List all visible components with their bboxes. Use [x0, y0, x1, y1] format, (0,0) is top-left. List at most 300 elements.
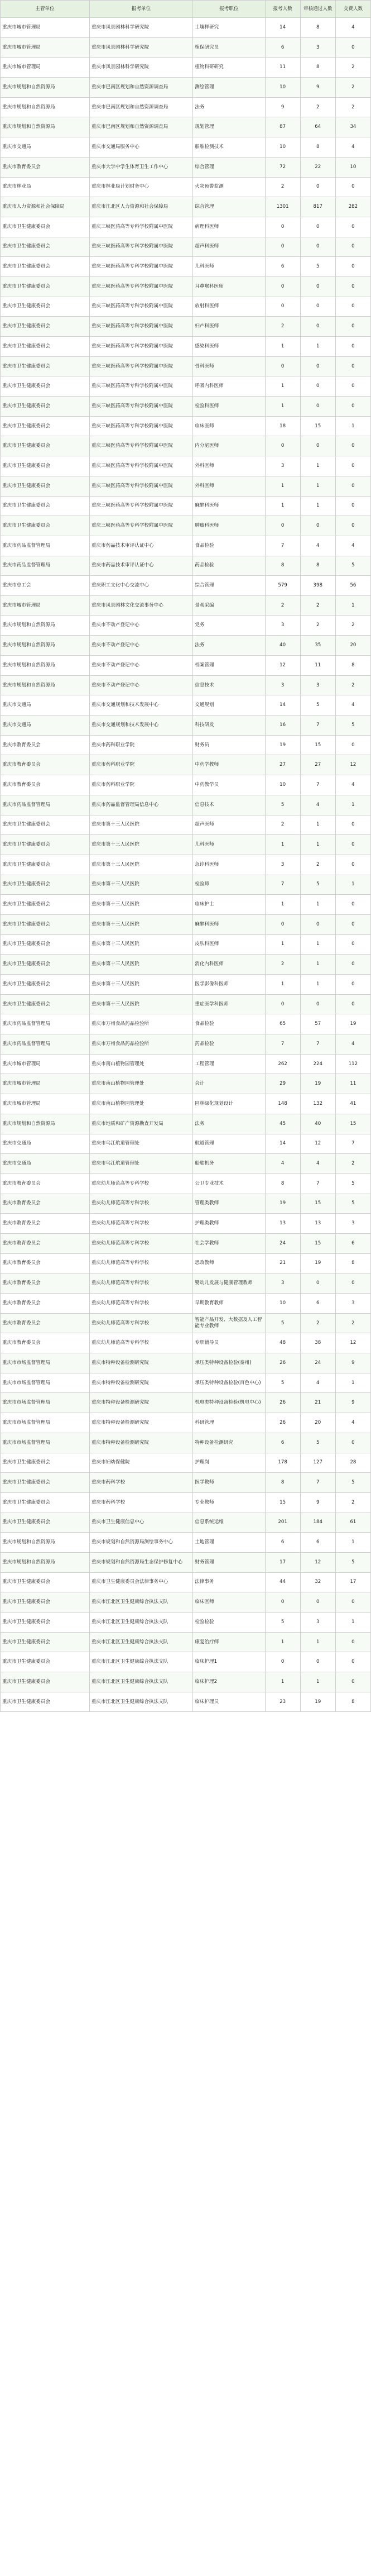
table-row	[1, 1173, 371, 1194]
cell-competent-unit: 重庆市教育委员会	[1, 775, 90, 795]
cell-approved: 1	[300, 496, 335, 516]
cell-applied-unit: 重庆三峡医药高等专科学校附属中医院	[89, 237, 192, 257]
cell-position: 内分泌医师	[193, 436, 265, 456]
cell-approved: 0	[300, 276, 335, 297]
table-row	[1, 1194, 371, 1214]
cell-paid: 56	[335, 576, 370, 596]
cell-approved: 9	[300, 78, 335, 98]
table-row	[1, 1652, 371, 1672]
table-row	[1, 97, 371, 117]
cell-applicants: 8	[265, 1473, 300, 1493]
cell-approved: 0	[300, 1652, 335, 1672]
cell-applied-unit: 重庆市药品技术审评认证中心	[89, 536, 192, 556]
cell-applied-unit: 重庆市江北区卫生健康综合执法支队	[89, 1672, 192, 1692]
cell-competent-unit: 重庆市卫生健康委员会	[1, 257, 90, 277]
cell-applied-unit: 重庆三峡医药高等专科学校附属中医院	[89, 257, 192, 277]
cell-applicants: 6	[265, 1533, 300, 1553]
cell-applicants: 0	[265, 1652, 300, 1672]
cell-applicants: 12	[265, 656, 300, 676]
cell-position: 信息技术	[193, 795, 265, 815]
table-row	[1, 337, 371, 357]
cell-applicants: 7	[265, 875, 300, 895]
table-row	[1, 1672, 371, 1692]
cell-applied-unit: 重庆三峡医药高等专科学校附属中医院	[89, 476, 192, 496]
cell-applied-unit: 重庆幼儿师范高等专科学校	[89, 1233, 192, 1253]
cell-competent-unit: 重庆市卫生健康委员会	[1, 955, 90, 975]
cell-approved: 1	[300, 456, 335, 476]
cell-position: 麻醉科医师	[193, 914, 265, 934]
cell-applicants: 0	[265, 217, 300, 237]
cell-position: 交通规划	[193, 695, 265, 715]
cell-paid: 0	[335, 257, 370, 277]
cell-approved: 32	[300, 1572, 335, 1592]
cell-applied-unit: 重庆市第十三人民医院	[89, 875, 192, 895]
cell-applicants: 1	[265, 496, 300, 516]
cell-approved: 19	[300, 1692, 335, 1712]
table-row	[1, 1453, 371, 1473]
cell-paid: 19	[335, 1014, 370, 1034]
cell-applicants: 44	[265, 1572, 300, 1592]
cell-competent-unit: 重庆市教育委员会	[1, 755, 90, 775]
cell-competent-unit: 重庆市教育委员会	[1, 1273, 90, 1294]
cell-position: 超声科医师	[193, 237, 265, 257]
cell-applied-unit: 重庆市第十三人民医院	[89, 955, 192, 975]
cell-position: 财务管理	[193, 1552, 265, 1572]
table-row	[1, 1154, 371, 1174]
cell-applied-unit: 重庆市万州食品药品检验所	[89, 1034, 192, 1055]
cell-paid: 0	[335, 297, 370, 317]
cell-position: 土壤样研究	[193, 18, 265, 38]
cell-position: 财务员	[193, 735, 265, 755]
cell-applied-unit: 重庆三峡医药高等专科学校附属中医院	[89, 376, 192, 397]
cell-applied-unit: 重庆市林业局计划财务中心	[89, 177, 192, 197]
cell-applied-unit: 重庆市风景园林文化交流事务中心	[89, 595, 192, 616]
table-row	[1, 975, 371, 995]
cell-approved: 1	[300, 975, 335, 995]
cell-applied-unit: 重庆市江北区卫生健康综合执法支队	[89, 1652, 192, 1672]
cell-applicants: 14	[265, 695, 300, 715]
cell-paid: 61	[335, 1513, 370, 1533]
cell-applicants: 2	[265, 815, 300, 835]
cell-paid: 5	[335, 1173, 370, 1194]
cell-applicants: 5	[265, 1313, 300, 1333]
table-row	[1, 934, 371, 955]
cell-applicants: 9	[265, 97, 300, 117]
cell-position: 临床医师	[193, 1592, 265, 1613]
cell-paid: 0	[335, 955, 370, 975]
cell-paid: 5	[335, 556, 370, 576]
cell-applied-unit: 重庆三峡医药高等专科学校附属中医院	[89, 496, 192, 516]
cell-applied-unit: 重庆市药品监督管理局信息中心	[89, 795, 192, 815]
cell-paid: 0	[335, 356, 370, 376]
cell-applicants: 19	[265, 735, 300, 755]
cell-applied-unit: 重庆三峡医药高等专科学校附属中医院	[89, 397, 192, 417]
cell-position: 外科医师	[193, 476, 265, 496]
cell-applied-unit: 重庆三峡医药高等专科学校附属中医院	[89, 436, 192, 456]
cell-position: 船舶检测技术	[193, 137, 265, 158]
cell-position: 综合管理	[193, 576, 265, 596]
cell-applicants: 3	[265, 456, 300, 476]
cell-applicants: 10	[265, 775, 300, 795]
cell-paid: 1	[335, 1373, 370, 1393]
cell-paid: 0	[335, 177, 370, 197]
table-row	[1, 1473, 371, 1493]
cell-applied-unit: 重庆市规划和自然资源局测绘事务中心	[89, 1533, 192, 1553]
cell-approved: 6	[300, 1294, 335, 1314]
cell-competent-unit: 重庆市教育委员会	[1, 1313, 90, 1333]
cell-applied-unit: 重庆市药科学校	[89, 1473, 192, 1493]
cell-applicants: 8	[265, 1173, 300, 1194]
cell-applicants: 11	[265, 58, 300, 78]
cell-approved: 1	[300, 895, 335, 915]
cell-applied-unit: 重庆三峡医药高等专科学校附属中医院	[89, 416, 192, 436]
cell-competent-unit: 重庆市教育委员会	[1, 1253, 90, 1273]
cell-applicants: 2	[265, 955, 300, 975]
cell-applicants: 579	[265, 576, 300, 596]
cell-applicants: 2	[265, 595, 300, 616]
cell-approved: 8	[300, 556, 335, 576]
cell-position: 公卫专业技术	[193, 1173, 265, 1194]
cell-applied-unit: 重庆市特种设备检测研究院	[89, 1433, 192, 1453]
table-row	[1, 1034, 371, 1055]
header-cell-position: 报考职位	[193, 1, 265, 18]
cell-applicants: 0	[265, 516, 300, 536]
cell-applied-unit: 重庆市特种设备检测研究院	[89, 1393, 192, 1413]
cell-paid: 1	[335, 416, 370, 436]
cell-competent-unit: 重庆市药品监督管理局	[1, 1034, 90, 1055]
cell-position: 档案管理	[193, 656, 265, 676]
cell-applied-unit: 重庆市南山植物园管理处	[89, 1094, 192, 1114]
table-row	[1, 1094, 371, 1114]
cell-position: 工程管理	[193, 1054, 265, 1074]
cell-applied-unit: 重庆市药科职业学院	[89, 755, 192, 775]
cell-position: 法务	[193, 636, 265, 656]
cell-applicants: 65	[265, 1014, 300, 1034]
cell-competent-unit: 重庆市卫生健康委员会	[1, 1692, 90, 1712]
cell-applied-unit: 重庆市万州食品药品检验所	[89, 1014, 192, 1034]
table-row	[1, 656, 371, 676]
cell-competent-unit: 重庆市城市管理局	[1, 1074, 90, 1094]
table-row	[1, 197, 371, 217]
cell-applicants: 24	[265, 1233, 300, 1253]
cell-position: 护理类教师	[193, 1214, 265, 1234]
cell-applicants: 201	[265, 1513, 300, 1533]
cell-competent-unit: 重庆市卫生健康委员会	[1, 376, 90, 397]
cell-applicants: 0	[265, 356, 300, 376]
cell-paid: 2	[335, 58, 370, 78]
cell-paid: 4	[335, 1413, 370, 1433]
cell-position: 法务	[193, 1114, 265, 1134]
table-row	[1, 616, 371, 636]
cell-competent-unit: 重庆市卫生健康委员会	[1, 356, 90, 376]
cell-applicants: 262	[265, 1054, 300, 1074]
cell-approved: 5	[300, 257, 335, 277]
cell-competent-unit: 重庆市卫生健康委员会	[1, 1613, 90, 1633]
cell-paid: 2	[335, 616, 370, 636]
cell-approved: 11	[300, 656, 335, 676]
cell-approved: 38	[300, 1333, 335, 1353]
table-row	[1, 715, 371, 736]
cell-position: 植保研究员	[193, 37, 265, 58]
cell-competent-unit: 重庆市规划和自然资源局	[1, 636, 90, 656]
cell-approved: 0	[300, 914, 335, 934]
cell-paid: 282	[335, 197, 370, 217]
cell-approved: 5	[300, 875, 335, 895]
table-row	[1, 1533, 371, 1553]
cell-competent-unit: 重庆市交通局	[1, 1154, 90, 1174]
cell-paid: 0	[335, 855, 370, 875]
cell-approved: 7	[300, 1173, 335, 1194]
cell-paid: 0	[335, 436, 370, 456]
table-row	[1, 1393, 371, 1413]
cell-position: 科研管理	[193, 1413, 265, 1433]
cell-paid: 0	[335, 337, 370, 357]
cell-applicants: 29	[265, 1074, 300, 1094]
cell-approved: 19	[300, 1074, 335, 1094]
cell-competent-unit: 重庆市卫生健康委员会	[1, 237, 90, 257]
cell-position: 特种设备检测研究	[193, 1433, 265, 1453]
cell-paid: 0	[335, 217, 370, 237]
table-row	[1, 416, 371, 436]
cell-competent-unit: 重庆市卫生健康委员会	[1, 1572, 90, 1592]
table-row	[1, 376, 371, 397]
cell-approved: 1	[300, 1672, 335, 1692]
cell-position: 皮肤科医师	[193, 934, 265, 955]
table-row	[1, 576, 371, 596]
cell-competent-unit: 重庆市市场监督管理局	[1, 1373, 90, 1393]
cell-applied-unit: 重庆市卫生健康信息中心	[89, 1513, 192, 1533]
cell-applicants: 48	[265, 1333, 300, 1353]
cell-approved: 0	[300, 397, 335, 417]
cell-approved: 0	[300, 436, 335, 456]
cell-competent-unit: 重庆市卫生健康委员会	[1, 496, 90, 516]
cell-approved: 13	[300, 1214, 335, 1234]
cell-applicants: 1	[265, 376, 300, 397]
cell-competent-unit: 重庆市规划和自然资源局	[1, 78, 90, 98]
cell-applied-unit: 重庆市特种设备检测研究院	[89, 1373, 192, 1393]
cell-competent-unit: 重庆市卫生健康委员会	[1, 1652, 90, 1672]
cell-paid: 0	[335, 835, 370, 855]
cell-approved: 2	[300, 616, 335, 636]
cell-approved: 4	[300, 1373, 335, 1393]
cell-competent-unit: 重庆市规划和自然资源局	[1, 1552, 90, 1572]
cell-applicants: 6	[265, 257, 300, 277]
cell-competent-unit: 重庆市交通局	[1, 1134, 90, 1154]
cell-applied-unit: 重庆市第十三人民医院	[89, 855, 192, 875]
cell-applied-unit: 重庆市南山植物园管理处	[89, 1074, 192, 1094]
cell-competent-unit: 重庆市规划和自然资源局	[1, 1533, 90, 1553]
cell-approved: 1	[300, 835, 335, 855]
cell-applied-unit: 重庆幼儿师范高等专科学校	[89, 1194, 192, 1214]
table-row	[1, 855, 371, 875]
table-row	[1, 914, 371, 934]
cell-position: 信息技术	[193, 675, 265, 695]
cell-position: 骨科医师	[193, 356, 265, 376]
cell-paid: 11	[335, 1074, 370, 1094]
cell-approved: 0	[300, 376, 335, 397]
cell-paid: 0	[335, 476, 370, 496]
cell-position: 船舶机务	[193, 1154, 265, 1174]
cell-approved: 2	[300, 1313, 335, 1333]
cell-approved: 3	[300, 37, 335, 58]
cell-applied-unit: 重庆市第十三人民医院	[89, 914, 192, 934]
cell-competent-unit: 重庆市卫生健康委员会	[1, 1632, 90, 1652]
cell-position: 呼吸内科医师	[193, 376, 265, 397]
cell-approved: 40	[300, 1114, 335, 1134]
cell-applied-unit: 重庆市大学中学生体育卫生工作中心	[89, 157, 192, 177]
cell-paid: 9	[335, 1393, 370, 1413]
cell-paid: 9	[335, 1353, 370, 1373]
cell-applicants: 1	[265, 835, 300, 855]
cell-competent-unit: 重庆市规划和自然资源局	[1, 656, 90, 676]
cell-paid: 28	[335, 1453, 370, 1473]
table-row	[1, 297, 371, 317]
cell-applicants: 1	[265, 975, 300, 995]
table-header	[1, 1, 371, 18]
cell-position: 耳鼻喉科医师	[193, 276, 265, 297]
table-row	[1, 875, 371, 895]
table-row	[1, 1074, 371, 1094]
cell-applicants: 3	[265, 675, 300, 695]
cell-applied-unit: 重庆幼儿师范高等专科学校	[89, 1214, 192, 1234]
cell-approved: 19	[300, 1253, 335, 1273]
cell-applicants: 26	[265, 1393, 300, 1413]
cell-approved: 64	[300, 117, 335, 137]
cell-position: 科技研发	[193, 715, 265, 736]
cell-paid: 3	[335, 1214, 370, 1234]
table-row	[1, 1233, 371, 1253]
cell-approved: 1	[300, 934, 335, 955]
cell-applied-unit: 重庆三峡医药高等专科学校附属中医院	[89, 276, 192, 297]
table-row	[1, 1552, 371, 1572]
cell-applicants: 1	[265, 895, 300, 915]
cell-applied-unit: 重庆幼儿师范高等专科学校	[89, 1333, 192, 1353]
table-row	[1, 356, 371, 376]
cell-paid: 41	[335, 1094, 370, 1114]
cell-competent-unit: 重庆市卫生健康委员会	[1, 337, 90, 357]
cell-competent-unit: 重庆市药品监督管理局	[1, 536, 90, 556]
cell-position: 儿科医师	[193, 257, 265, 277]
cell-applied-unit: 重庆幼儿师范高等专科学校	[89, 1294, 192, 1314]
cell-position: 儿科医师	[193, 835, 265, 855]
cell-approved: 8	[300, 58, 335, 78]
cell-position: 妇产科医师	[193, 317, 265, 337]
cell-approved: 7	[300, 1034, 335, 1055]
cell-position: 中药学教师	[193, 755, 265, 775]
cell-position: 药品检验	[193, 556, 265, 576]
cell-approved: 4	[300, 536, 335, 556]
cell-paid: 7	[335, 1134, 370, 1154]
cell-applied-unit: 重庆三峡医药高等专科学校附属中医院	[89, 456, 192, 476]
table-row	[1, 317, 371, 337]
cell-applicants: 21	[265, 1253, 300, 1273]
cell-paid: 0	[335, 276, 370, 297]
cell-competent-unit: 重庆市卫生健康委员会	[1, 1492, 90, 1513]
cell-paid: 4	[335, 18, 370, 38]
cell-applicants: 3	[265, 855, 300, 875]
cell-position: 医学影像科医师	[193, 975, 265, 995]
cell-applicants: 16	[265, 715, 300, 736]
cell-applicants: 0	[265, 276, 300, 297]
cell-applicants: 4	[265, 1154, 300, 1174]
cell-competent-unit: 重庆市卫生健康委员会	[1, 1592, 90, 1613]
cell-paid: 0	[335, 1672, 370, 1692]
cell-competent-unit: 重庆市卫生健康委员会	[1, 416, 90, 436]
cell-approved: 8	[300, 18, 335, 38]
cell-competent-unit: 重庆市教育委员会	[1, 1194, 90, 1214]
cell-approved: 0	[300, 177, 335, 197]
table-row	[1, 536, 371, 556]
cell-applicants: 0	[265, 237, 300, 257]
cell-applicants: 1	[265, 397, 300, 417]
table-row	[1, 157, 371, 177]
cell-competent-unit: 重庆市人力资源和社会保障局	[1, 197, 90, 217]
cell-competent-unit: 重庆市教育委员会	[1, 1173, 90, 1194]
table-row	[1, 476, 371, 496]
cell-paid: 17	[335, 1572, 370, 1592]
cell-applied-unit: 重庆市南山植物园管理处	[89, 1054, 192, 1074]
cell-applicants: 6	[265, 1433, 300, 1453]
cell-position: 植物科研研究	[193, 58, 265, 78]
cell-competent-unit: 重庆市卫生健康委员会	[1, 1672, 90, 1692]
cell-competent-unit: 重庆市交通局	[1, 715, 90, 736]
cell-applied-unit: 重庆市江北区卫生健康综合执法支队	[89, 1632, 192, 1652]
cell-competent-unit: 重庆市规划和自然资源局	[1, 117, 90, 137]
table-row	[1, 556, 371, 576]
cell-position: 外科医师	[193, 456, 265, 476]
cell-competent-unit: 重庆市卫生健康委员会	[1, 516, 90, 536]
cell-paid: 8	[335, 1253, 370, 1273]
cell-approved: 4	[300, 1154, 335, 1174]
cell-applied-unit: 重庆市风景园林科学研究院	[89, 37, 192, 58]
cell-position: 超声医师	[193, 815, 265, 835]
cell-competent-unit: 重庆市规划和自然资源局	[1, 1114, 90, 1134]
cell-paid: 1	[335, 795, 370, 815]
cell-applied-unit: 重庆三峡医药高等专科学校附属中医院	[89, 337, 192, 357]
cell-applicants: 0	[265, 436, 300, 456]
cell-applied-unit: 重庆三峡医药高等专科学校附属中医院	[89, 217, 192, 237]
cell-position: 临床护士	[193, 895, 265, 915]
cell-applicants: 13	[265, 1214, 300, 1234]
cell-approved: 15	[300, 1233, 335, 1253]
cell-applicants: 7	[265, 536, 300, 556]
cell-paid: 34	[335, 117, 370, 137]
cell-position: 火灾预警监测	[193, 177, 265, 197]
cell-approved: 817	[300, 197, 335, 217]
cell-approved: 2	[300, 97, 335, 117]
cell-applicants: 8	[265, 556, 300, 576]
cell-applicants: 5	[265, 1613, 300, 1633]
cell-approved: 1	[300, 815, 335, 835]
cell-approved: 184	[300, 1513, 335, 1533]
cell-applicants: 2	[265, 317, 300, 337]
cell-position: 急诊科医师	[193, 855, 265, 875]
cell-paid: 3	[335, 1294, 370, 1314]
cell-approved: 0	[300, 1273, 335, 1294]
cell-competent-unit: 重庆市教育委员会	[1, 1333, 90, 1353]
cell-competent-unit: 重庆市教育委员会	[1, 735, 90, 755]
table-row	[1, 835, 371, 855]
cell-competent-unit: 重庆市卫生健康委员会	[1, 934, 90, 955]
table-row	[1, 675, 371, 695]
cell-approved: 8	[300, 137, 335, 158]
cell-approved: 15	[300, 416, 335, 436]
cell-applicants: 10	[265, 78, 300, 98]
cell-position: 综合管理	[193, 197, 265, 217]
cell-paid: 8	[335, 656, 370, 676]
cell-applied-unit: 重庆市特种设备检测研究院	[89, 1413, 192, 1433]
cell-applied-unit: 重庆市药品技术审评认证中心	[89, 556, 192, 576]
